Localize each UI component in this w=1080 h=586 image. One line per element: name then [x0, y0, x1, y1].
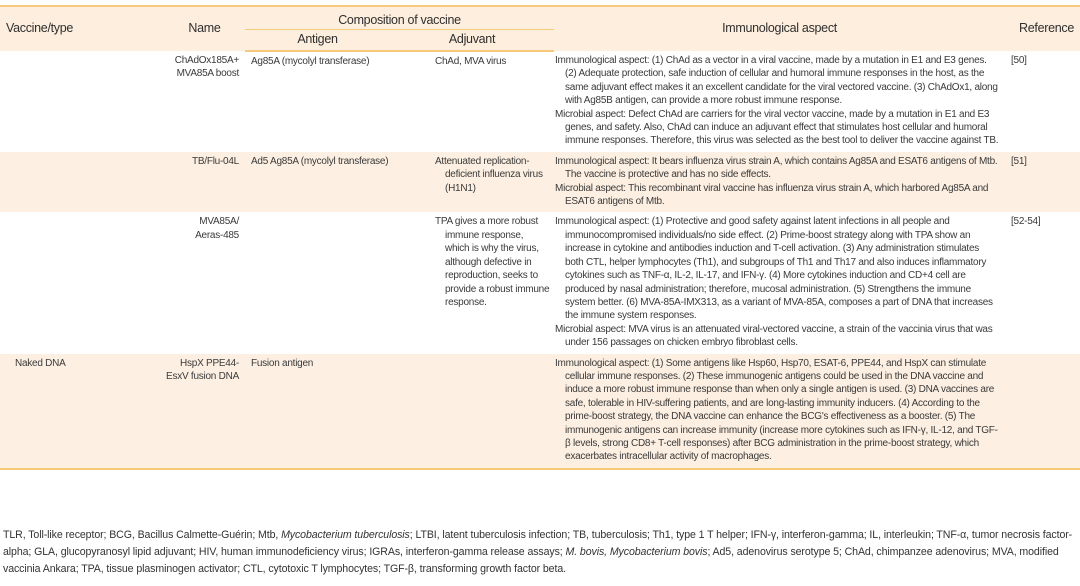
table-header — [0, 6, 1080, 51]
immunological-aspect-text: Immunological aspect: It bears influenza virus strain A, which contains Ag85A and ESAT6 antigens of Mtb. The vaccine is protective and has no side effects. — [555, 155, 998, 181]
table-row — [0, 212, 1080, 353]
table-row — [0, 152, 1080, 213]
footnote-text-1: TLR, Toll-like receptor; BCG, Bacillus Calmette-Guérin; Mtb, — [3, 529, 282, 541]
cell-aspect — [554, 354, 1005, 469]
table-row — [0, 51, 1080, 152]
name-line1: TB/Flu-04L — [192, 155, 239, 167]
cell-antigen — [245, 212, 390, 353]
footnote-text-3: ; Ad5, adenovirus serotype 5; ChAd, chimpanzee adenovirus; MVA, modified vaccinia Ankara; TPA, tissue plasminogen activator; CTL, cytotoxic T lymphocytes; TGF-β, transforming growth factor beta. — [3, 546, 1059, 575]
cell-name — [164, 212, 245, 353]
cell-reference — [1005, 354, 1080, 469]
cell-name — [164, 152, 245, 213]
cell-vaccine-type — [0, 51, 164, 152]
cell-vaccine-type — [0, 212, 164, 353]
cell-reference: [50] — [1005, 51, 1080, 152]
cell-reference: [51] — [1005, 152, 1080, 213]
footnote-italic-2: M. bovis, Mycobacterium bovis — [565, 546, 708, 558]
cell-antigen — [245, 51, 390, 152]
microbial-aspect-text: Microbial aspect: This recombinant viral vaccine has influenza virus strain A, which harbored Ag85A and ESAT6 antigens of Mtb. — [555, 182, 989, 208]
header-immunological-aspect: Immunological aspect — [554, 6, 1005, 51]
cell-name — [164, 354, 245, 469]
cell-vaccine-type: Naked DNA — [0, 354, 164, 469]
immunological-aspect-text: Immunological aspect: (1) ChAd as a vector in a viral vaccine, made by a mutation in E1 and E3 genes. (2) Adequate protection, safe induction of cellular and humoral immune responses in the host, as the same adjuvant effect makes it an excellent candidate for the viral vectored vaccine. (3) ChAdOx1, along with Ag85B antigen, can provide a more robust immune response. — [555, 55, 998, 107]
immunological-aspect-text: Immunological aspect: (1) Protective and good safety against latent infections in all people and immunocompromised individuals/no side effect. (2) Prime-boost strategy along with TPA show an increase in cytokine and antibodies induction and T-cell activation. (3) Any administration stimulates both CTL, helper lymphocytes (Th1), and subgroups of Th1 and Th17 and also induces inflammatory cytokines such as TNF-α, IL-2, IL-17, and IFN-γ. (4) More cytokines induction and CD+4 cell are produced by nasal administration; therefore, mucosal administration. (5) Strengthens the immune system better. (6) MVA-85A-IMX313, as a variant of MVA-85A, composes a part of DNA that increases the immune system responses. — [555, 216, 993, 322]
cell-aspect — [554, 212, 1005, 353]
footnote-text-2: ; LTBI, latent tuberculosis infection; TB, tuberculosis; Th1, type 1 T helper; IFN-γ, interferon-gamma; IL, interleukin; TNF-α, tumor necrosis factor-alpha; GLA, glucopyranosyl lipid adjuvant; HIV, human immunodeficiency virus; IGRAs, interferon-gamma release assays; — [3, 529, 1073, 558]
name-line1: HspX PPE44- — [180, 357, 239, 369]
header-vaccine-type: Vaccine/type — [0, 6, 164, 51]
cell-adjuvant — [390, 212, 554, 353]
cell-reference: [52-54] — [1005, 212, 1080, 353]
cell-antigen — [245, 152, 390, 213]
table-row — [0, 354, 1080, 469]
adjuvant-text: ChAd, MVA virus — [435, 56, 507, 67]
header-composition: Composition of vaccine — [245, 6, 554, 30]
vaccine-table — [0, 5, 1080, 470]
antigen-text: Ag85A (mycolyl transferase) — [251, 56, 370, 67]
table-footnote — [3, 527, 1079, 578]
footnote-italic-1: Mycobacterium tuberculosis — [281, 529, 410, 541]
cell-adjuvant — [390, 354, 554, 469]
antigen-text: Ad5 Ag85A (mycolyl transferase) — [251, 155, 389, 167]
header-adjuvant: Adjuvant — [390, 30, 554, 52]
name-line2: Aeras-485 — [195, 229, 239, 241]
name-line2: MVA85A boost — [176, 68, 239, 80]
microbial-aspect-text: Microbial aspect: Defect ChAd are carriers for the viral vector vaccine, made by a mutation in E1 and E3 genes, and safety. Also, ChAd can induce an adjuvant effect that stimulates host cellular and humoral immune responses. Therefore, this virus was selected as the best tool to deliver the vaccine against TB. — [555, 108, 999, 147]
header-reference: Reference — [1005, 6, 1080, 51]
cell-antigen — [245, 354, 390, 469]
cell-aspect — [554, 51, 1005, 152]
name-line1: ChAdOx185A+ — [174, 55, 239, 66]
cell-adjuvant — [390, 152, 554, 213]
antigen-text: Fusion antigen — [251, 357, 314, 369]
cell-name — [164, 51, 245, 152]
adjuvant-text: Attenuated replication-deficient influenza virus (H1N1) — [435, 155, 543, 194]
name-line2: EsxV fusion DNA — [166, 370, 239, 382]
cell-aspect — [554, 152, 1005, 213]
header-name: Name — [164, 6, 245, 51]
immunological-aspect-text: Immunological aspect: (1) Some antigens like Hsp60, Hsp70, ESAT-6, PPE44, and HspX can stimulate cellular immune responses. (2) These immunogenic antigens could be used in the DNA vaccine and induce a more robust immune response than when only a single antigen is used. (3) DNA vaccines are safe, tolerable in HIV-suffering patients, and are long-lasting immunity inducers. (4) According to the prime-boost strategy, the DNA vaccine can enhance the BCG's effectiveness as a booster. (5) The immunogenic antigens can increase immunity (increase more cytokines such as IFN-γ, IL-12, and TGF-β levels, strong CD8+ T-cell responses) after BCG administration in the prime-boost strategy, which exacerbates intracellular activity of macrophages. — [555, 357, 998, 463]
name-line1: MVA85A/ — [199, 216, 239, 228]
cell-vaccine-type — [0, 152, 164, 213]
header-antigen: Antigen — [245, 30, 390, 52]
adjuvant-text: TPA gives a more robust immune response, which is why the virus, although defective in reproduction, seeks to provide a robust immune response. — [435, 216, 550, 308]
cell-adjuvant — [390, 51, 554, 152]
microbial-aspect-text: Microbial aspect: MVA virus is an attenuated viral-vectored vaccine, a strain of the vaccinia virus that was under 156 passages on chicken embryo fibroblast cells. — [555, 323, 993, 349]
